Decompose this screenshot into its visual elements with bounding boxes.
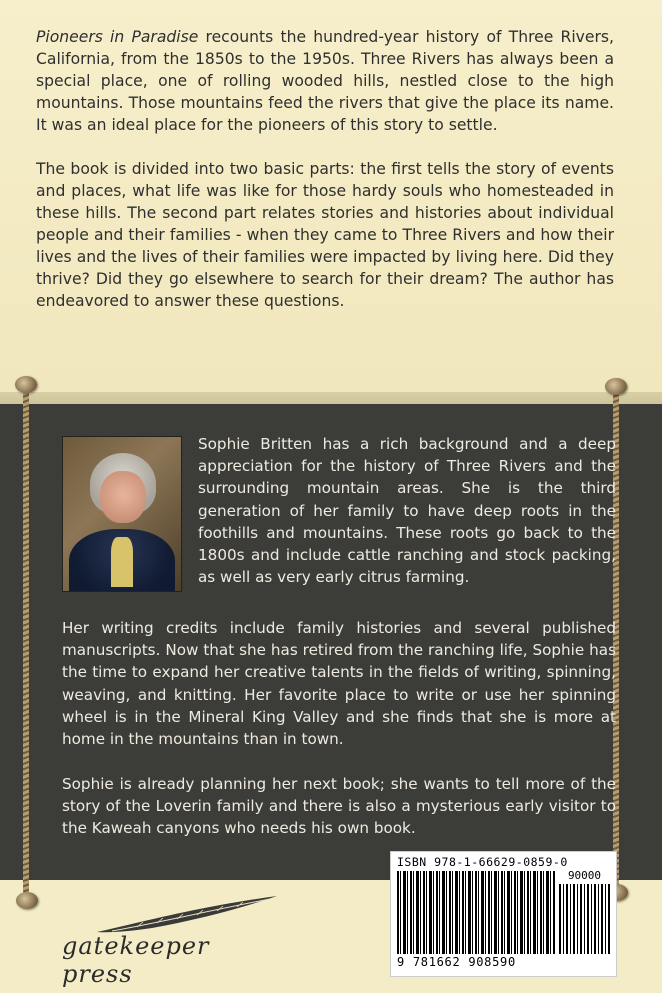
blurb-paragraph-2: The book is divided into two basic parts: the first tells the story of events and places, what life was like for those hardy souls who homesteaded in these hills. The second part relates stories and histories about individual people and their families - when they came to Three Rivers and how their lives and the lives of their families were impacted by living here. Did they thrive? Did they go elsewhere to search for their dream? The author has endeavored to answer these questions. (36, 160, 614, 310)
author-bio-1 (198, 433, 616, 588)
publisher-name: gatekeeper press (62, 932, 210, 988)
publisher-logo (52, 892, 282, 988)
barcode-digits: 9 781662 908590 (397, 955, 516, 969)
author-bio-2 (62, 617, 616, 750)
blurb-text (36, 26, 614, 334)
quill-pen-icon (92, 892, 282, 937)
price-code: 90000 (567, 869, 602, 882)
rope-knot-icon (15, 376, 37, 393)
author-bio-3 (62, 773, 616, 840)
author-bio-3-text: Sophie is already planning her next book; she wants to tell more of the story of the Loverin family and there is also a mysterious early visitor to the Kaweah canyons who needs his own book. (62, 775, 616, 838)
author-bio-1-text: Sophie Britten has a rich background and a deep appreciation for the history of Three Rivers and the surrounding mountain areas. She is the third generation of her family to have deep roots in the foothills and mountains. These roots go back to the 1800s and include cattle ranching and stock packing, as well as very early citrus farming. (198, 435, 616, 587)
blurb-paragraph-1-text: recounts the hundred-year history of Three Rivers, California, from the 1850s to the 1950s. Three Rivers has always been a special place, one of rolling wooded hills, nestled close to the high mountains. Those mountains feed the rivers that give the place its name. It was an ideal place for the pioneers of this story to settle. (36, 28, 614, 134)
book-title: Pioneers in Paradise (36, 28, 199, 46)
blurb-section (0, 0, 662, 392)
author-photo (62, 436, 182, 592)
divider-band (0, 392, 662, 404)
blurb-paragraph-1 (36, 26, 614, 136)
rope-left (23, 382, 29, 894)
rope-knot-icon (605, 378, 627, 395)
barcode-bars (397, 871, 555, 954)
price-barcode-bars (559, 884, 610, 954)
isbn-barcode (390, 851, 617, 977)
rope-knot-icon (16, 892, 38, 909)
author-bio-2-text: Her writing credits include family histories and several published manuscripts. Now that she has retired from the ranching life, Sophie has the time to expand her creative talents in the fields of writing, spinning, weaving, and knitting. Her favorite place to write or use her spinning wheel is in the Mineral King Valley and she finds that she is more at home in the mountains than in town. (62, 619, 616, 749)
isbn-label: ISBN 978-1-66629-0859-0 (397, 855, 568, 869)
